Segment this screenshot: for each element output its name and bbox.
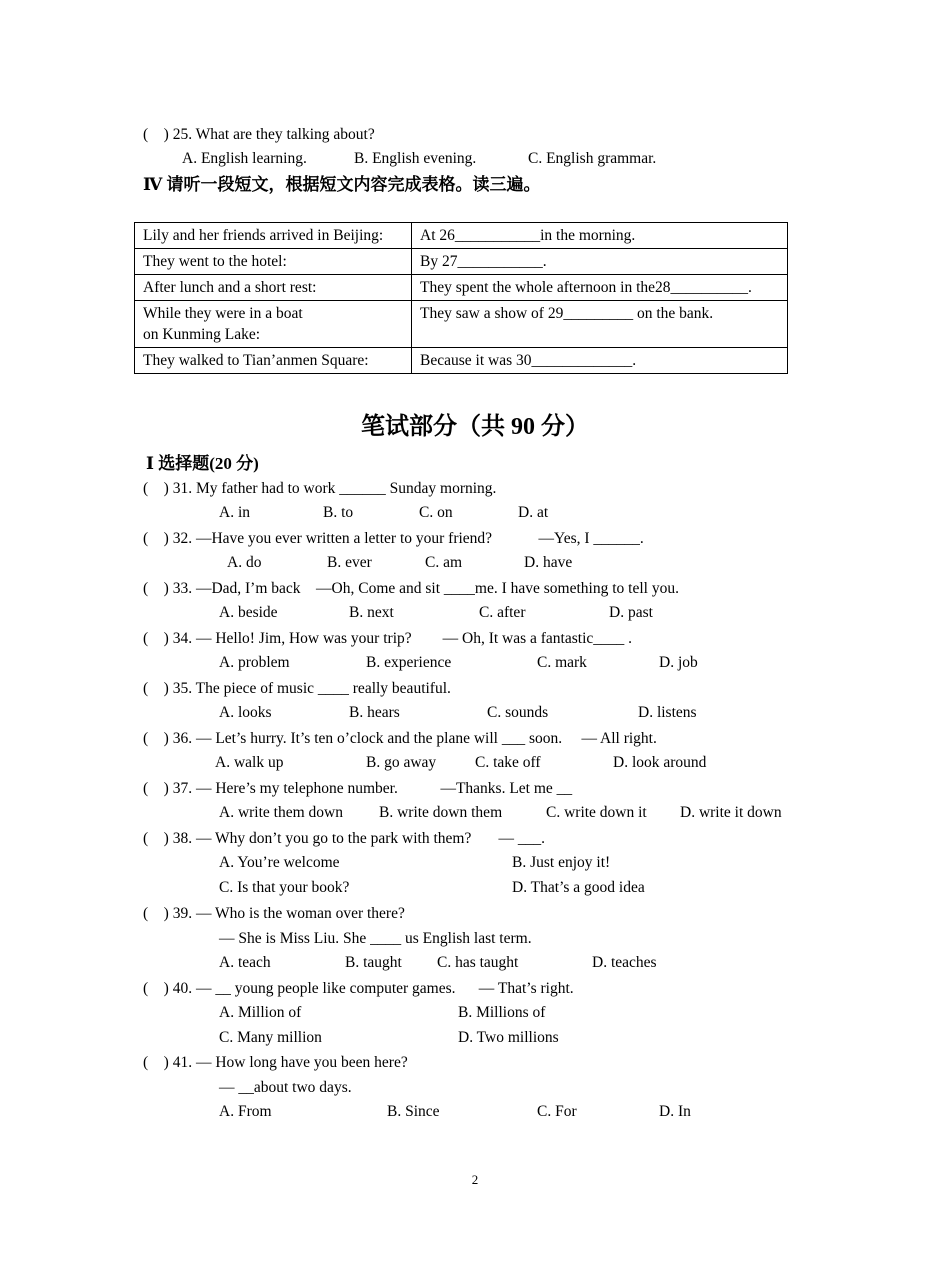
question-33-option-b: B. next: [349, 604, 394, 621]
table-cell-label: [135, 301, 412, 348]
question-25-option-c: C. English grammar.: [528, 150, 657, 167]
question-31-option-c: C. on: [419, 504, 453, 521]
table-row: [135, 249, 788, 275]
question-37-option-d: D. write it down: [680, 804, 782, 821]
question-32-option-c: C. am: [425, 554, 463, 571]
table-cell-label: Lily and her friends arrived in Beijing:: [135, 223, 412, 249]
question-25-option-a: A. English learning.: [182, 150, 307, 167]
question-34-option-c: C. mark: [537, 654, 587, 671]
question-32-option-a: A. do: [227, 554, 262, 571]
table-cell-label-line: While they were in a boat: [143, 305, 303, 322]
question-35-option-d: D. listens: [638, 704, 697, 721]
table-cell-label-line: on Kunming Lake:: [143, 326, 261, 343]
table-row: [135, 275, 788, 301]
table-cell-label: After lunch and a short rest:: [135, 275, 412, 301]
question-39-response: — She is Miss Liu. She ____ us English last term.: [219, 930, 532, 947]
question-39-option-b: B. taught: [345, 954, 402, 971]
question-34-option-d: D. job: [659, 654, 698, 671]
table-cell-label: They went to the hotel:: [135, 249, 412, 275]
question-38-stem: ( ) 38. — Why don’t you go to the park with them? — ___.: [143, 830, 545, 847]
question-33-option-c: C. after: [479, 604, 526, 621]
question-37-option-c: C. write down it: [546, 804, 647, 821]
question-39-option-d: D. teaches: [592, 954, 657, 971]
question-36-option-d: D. look around: [613, 754, 707, 771]
question-41-option-c: C. For: [537, 1103, 577, 1120]
question-38-option-c: C. Is that your book?: [219, 879, 350, 896]
question-31-stem: ( ) 31. My father had to work ______ Sunday morning.: [143, 480, 497, 497]
question-39-option-a: A. teach: [219, 954, 271, 971]
table-cell-answer: Because it was 30_____________.: [412, 348, 788, 374]
table-cell-answer: They saw a show of 29_________ on the bank.: [412, 301, 788, 348]
table-row: [135, 301, 788, 348]
question-40-option-b: B. Millions of: [458, 1004, 546, 1021]
question-41-stem: ( ) 41. — How long have you been here?: [143, 1054, 408, 1071]
question-33-option-d: D. past: [609, 604, 653, 621]
question-35-option-c: C. sounds: [487, 704, 549, 721]
question-35-option-b: B. hears: [349, 704, 400, 721]
question-37-stem: ( ) 37. — Here’s my telephone number. —Thanks. Let me __: [143, 780, 573, 797]
question-32-stem: ( ) 32. —Have you ever written a letter to your friend? —Yes, I ______.: [143, 530, 644, 547]
question-31-option-d: D. at: [518, 504, 549, 521]
section-4-heading: Ⅳ 请听一段短文，根据短文内容完成表格。读三遍。: [143, 175, 541, 194]
listening-table: [134, 222, 788, 374]
question-40-option-d: D. Two millions: [458, 1029, 559, 1046]
table-cell-label: They walked to Tian’anmen Square:: [135, 348, 412, 374]
table-cell-answer: They spent the whole afternoon in the28__________.: [412, 275, 788, 301]
question-36-stem: ( ) 36. — Let’s hurry. It’s ten o’clock and the plane will ___ soon. — All right.: [143, 730, 657, 747]
written-part-title: 笔试部分（共 90 分）: [361, 414, 589, 440]
part-1-heading: Ⅰ 选择题(20 分): [146, 454, 259, 473]
question-39-option-c: C. has taught: [437, 954, 519, 971]
table-row: [135, 223, 788, 249]
question-25-option-b: B. English evening.: [354, 150, 477, 167]
question-32-option-d: D. have: [524, 554, 573, 571]
question-32-option-b: B. ever: [327, 554, 372, 571]
question-35-stem: ( ) 35. The piece of music ____ really beautiful.: [143, 680, 451, 697]
table-row: [135, 348, 788, 374]
question-40-stem: ( ) 40. — __ young people like computer games. — That’s right.: [143, 980, 574, 997]
table-cell-answer: By 27___________.: [412, 249, 788, 275]
question-41-option-a: A. From: [219, 1103, 272, 1120]
question-38-option-d: D. That’s a good idea: [512, 879, 645, 896]
table-cell-answer: At 26___________in the morning.: [412, 223, 788, 249]
question-31-option-a: A. in: [219, 504, 250, 521]
question-38-option-a: A. You’re welcome: [219, 854, 340, 871]
question-41-response: — __about two days.: [219, 1079, 352, 1096]
question-37-option-b: B. write down them: [379, 804, 503, 821]
question-38-option-b: B. Just enjoy it!: [512, 854, 611, 871]
question-39-stem: ( ) 39. — Who is the woman over there?: [143, 905, 405, 922]
question-34-option-b: B. experience: [366, 654, 452, 671]
question-36-option-a: A. walk up: [215, 754, 284, 771]
question-31-option-b: B. to: [323, 504, 354, 521]
question-40-option-c: C. Many million: [219, 1029, 322, 1046]
question-36-option-c: C. take off: [475, 754, 541, 771]
question-33-stem: ( ) 33. —Dad, I’m back —Oh, Come and sit ____me. I have something to tell you.: [143, 580, 679, 597]
question-35-option-a: A. looks: [219, 704, 272, 721]
question-33-option-a: A. beside: [219, 604, 278, 621]
question-41-option-b: B. Since: [387, 1103, 440, 1120]
question-34-stem: ( ) 34. — Hello! Jim, How was your trip? — Oh, It was a fantastic____ .: [143, 630, 633, 647]
question-25-stem: ( ) 25. What are they talking about?: [143, 126, 375, 143]
question-41-option-d: D. In: [659, 1103, 691, 1120]
question-34-option-a: A. problem: [219, 654, 290, 671]
question-37-option-a: A. write them down: [219, 804, 343, 821]
question-36-option-b: B. go away: [366, 754, 437, 771]
question-40-option-a: A. Million of: [219, 1004, 302, 1021]
page-number: 2: [471, 1172, 479, 1187]
